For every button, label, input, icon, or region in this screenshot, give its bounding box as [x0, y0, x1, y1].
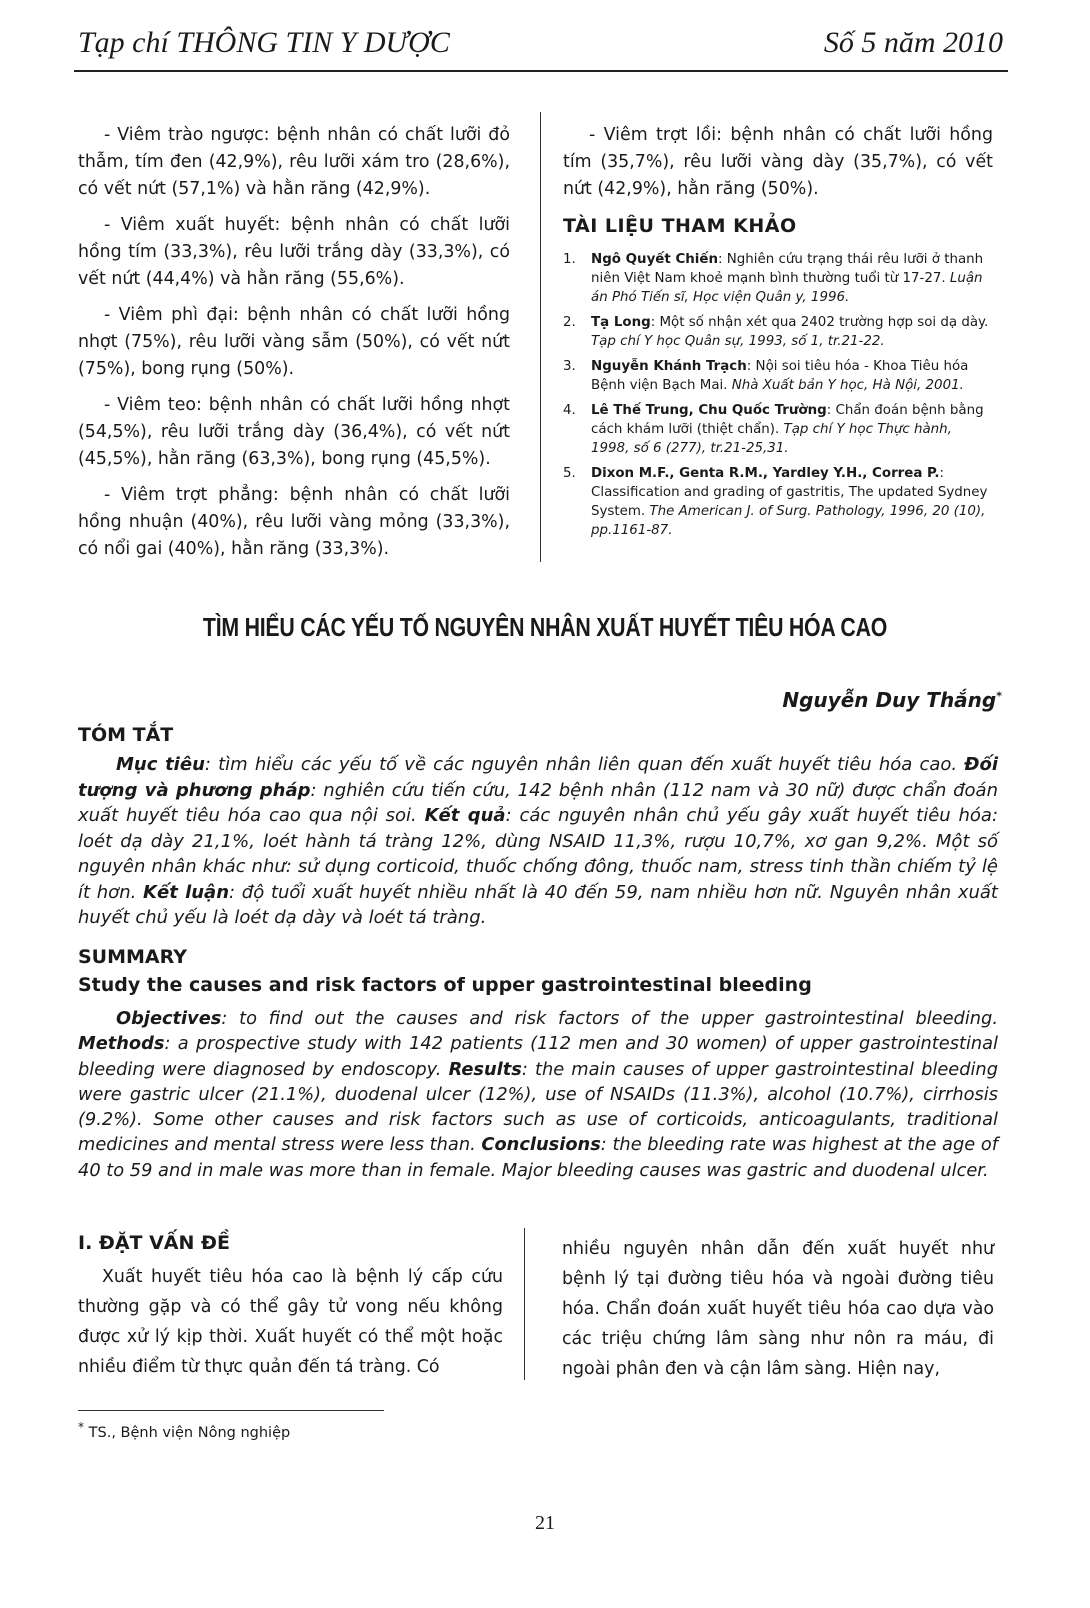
author-footnote-mark: * — [996, 689, 1002, 703]
abstract-vi-heading: TÓM TẮT — [78, 724, 174, 746]
abstract-text: : nghiên cứu tiến cứu, 142 bệnh nhân (112 nam và 30 nữ) được chẩn đoán xuất huyết tiêu hóa cao qua nội soi. — [78, 779, 998, 826]
footnote — [78, 1420, 290, 1441]
reference-text: : Một số nhận xét qua 2402 trường hợp soi dạ dày. — [650, 315, 989, 330]
reference-source: Tạp chí Y học Thực hành, 1998, số 6 (277), tr.21-25,31. — [591, 422, 952, 456]
abstract-label: Kết luận — [143, 881, 230, 903]
abstract-text: : độ tuổi xuất huyết nhiều nhất là 40 đến 59, nam nhiều hơn nữ. Nguyên nhân xuất huyết chủ yếu là loét dạ dày và loét tá tràng. — [78, 881, 998, 928]
reference-item — [563, 357, 993, 395]
reference-source: The American J. of Surg. Pathology, 1996, 20 (10), pp.1161-87. — [591, 504, 986, 538]
page-header — [78, 22, 1003, 62]
reference-item — [563, 313, 993, 351]
reference-author: Dixon M.F., Genta R.M., Yardley Y.H., Correa P. — [591, 466, 940, 481]
paragraph: nhiều nguyên nhân dẫn đến xuất huyết như bệnh lý tại đường tiêu hóa và ngoài đường tiêu hóa. Chẩn đoán xuất huyết tiêu hóa cao dựa vào các triệu chứng lâm sàng như nôn ra máu, đi ngoài phân đen và cận lâm sàng. Hiện nay, — [562, 1239, 994, 1379]
reference-source: Tạp chí Y học Quân sự, 1993, số 1, tr.21-22. — [591, 334, 885, 349]
author-name: Nguyễn Duy Thắng — [782, 688, 997, 712]
abstract-text: : a prospective study with 142 patients (112 men and 30 women) of upper gastrointestinal bleeding were diagnosed by endoscopy. — [78, 1033, 998, 1080]
abstract-label: Methods — [78, 1033, 165, 1055]
footnote-mark: * — [78, 1420, 85, 1434]
abstract-vi — [78, 752, 998, 931]
reference-text: : Nội soi tiêu hóa - Khoa Tiêu hóa Bệnh viện Bạch Mai. — [591, 359, 969, 393]
abstract-label: Đối tượng và phương pháp — [78, 754, 998, 801]
header-rule — [74, 70, 1008, 72]
section-1-heading: I. ĐẶT VẤN ĐỀ — [78, 1232, 230, 1254]
article-author — [782, 688, 1002, 712]
paragraph: - Viêm phì đại: bệnh nhân có chất lưỡi hồng nhợt (75%), rêu lưỡi vàng sẫm (50%), có vết nứt (75%), bong rụng (50%). — [78, 305, 510, 379]
reference-item — [563, 250, 993, 307]
abstract-text: : các nguyên nhân chủ yếu gây xuất huyết tiêu hóa: loét dạ dày 21,1%, loét hành tá tràng 12%, dùng NSAID 11,3%, rượu 10,7%, xơ gan 9,2%. Một số nguyên nhân khác như: sử dụng corticoid, thuốc chống đông, thuốc nam, stress tinh thần chiếm tỷ lệ ít hơn. — [78, 805, 999, 903]
paragraph: - Viêm xuất huyết: bệnh nhân có chất lưỡi hồng tím (33,3%), rêu lưỡi trắng dày (33,3%), có vết nứt (44,4%) và hằn răng (55,6%). — [78, 215, 510, 289]
reference-author: Ngô Quyết Chiến — [591, 252, 719, 267]
abstract-text: : to find out the causes and risk factors of the upper gastrointestinal bleeding. — [221, 1008, 998, 1029]
abstract-text: : the main causes of upper gastrointestinal bleeding were gastric ulcer (21.1%), duodenal ulcer (12%), use of NSAIDs (11.3%), alcohol (10.7%), cirrhosis (9.2%). Some other causes and risk factors such as use of corticoids, anticoagulants, traditional medicines and mental stress were less than. — [78, 1058, 998, 1156]
reference-text: : Nghiên cứu trạng thái rêu lưỡi ở thanh niên Việt Nam khoẻ mạnh bình thường tuổi từ 17-27. — [591, 252, 984, 286]
reference-number: 5. — [563, 466, 576, 481]
abstract-en-title: Study the causes and risk factors of upper gastrointestinal bleeding — [78, 974, 812, 996]
abstract-text: : tìm hiểu các yếu tố về các nguyên nhân liên quan đến xuất huyết tiêu hóa cao. — [204, 754, 965, 775]
reference-text: : Classification and grading of gastritis, The updated Sydney System. — [591, 466, 988, 519]
abstract-en-heading: SUMMARY — [78, 946, 187, 968]
abstract-label: Objectives — [116, 1008, 222, 1029]
paragraph: - Viêm teo: bệnh nhân có chất lưỡi hồng nhợt (54,5%), rêu lưỡi trắng dày (36,4%), có vết nứt (45,5%), hằn răng (63,3%), bong rụng (45,5%). — [78, 395, 510, 469]
reference-source: Luận án Phó Tiến sĩ, Học viện Quân y, 1996. — [591, 271, 983, 305]
reference-list — [563, 250, 993, 540]
references-heading: TÀI LIỆU THAM KHẢO — [563, 215, 797, 237]
paragraph: - Viêm trào ngược: bệnh nhân có chất lưỡi đỏ thẫm, tím đen (42,9%), rêu lưỡi xám tro (28,6%), có vết nứt (57,1%) và hằn răng (42,9%). — [78, 125, 510, 199]
issue-label: Số 5 năm 2010 — [823, 26, 1003, 59]
journal-title: Tạp chí THÔNG TIN Y DƯỢC — [78, 26, 450, 59]
abstract-label: Conclusions — [481, 1134, 601, 1156]
section-1-column-1 — [78, 1262, 503, 1382]
reference-text: : Chẩn đoán bệnh bằng cách khám lưỡi (thiệt chẩn). — [591, 403, 984, 437]
section-1-column-2 — [562, 1234, 994, 1384]
paragraph: - Viêm trợt lồi: bệnh nhân có chất lưỡi hồng tím (35,7%), rêu lưỡi vàng dày (35,7%), có vết nứt (42,9%), hằn răng (50%). — [563, 125, 993, 199]
reference-item — [563, 401, 993, 458]
abstract-label: Kết quả — [424, 805, 506, 826]
page-number: 21 — [535, 1512, 555, 1534]
prev-article-column-2 — [563, 122, 993, 546]
abstract-en — [78, 1006, 998, 1183]
abstract-label: Results — [448, 1058, 522, 1080]
footnote-rule — [78, 1410, 384, 1411]
reference-source: Nhà Xuất bản Y học, Hà Nội, 2001. — [731, 378, 964, 393]
abstract-text: : the bleeding rate was highest at the age of 40 to 59 and in male was more than in female. Major bleeding causes was gastric and duodenal ulcer. — [78, 1134, 998, 1181]
reference-number: 3. — [563, 359, 576, 374]
reference-number: 2. — [563, 315, 576, 330]
reference-number: 4. — [563, 403, 576, 418]
footnote-text: TS., Bệnh viện Nông nghiệp — [88, 1424, 291, 1441]
paragraph: Xuất huyết tiêu hóa cao là bệnh lý cấp cứu thường gặp và có thể gây tử vong nếu không được xử lý kịp thời. Xuất huyết có thể một hoặc nhiều điểm từ thực quản đến tá tràng. Có — [78, 1267, 503, 1377]
abstract-label: Mục tiêu — [116, 754, 205, 775]
column-divider — [540, 112, 541, 562]
paragraph: - Viêm trợt phẳng: bệnh nhân có chất lưỡi hồng nhuận (40%), rêu lưỡi vàng mỏng (33,3%), có nổi gai (40%), hằn răng (33,3%). — [78, 485, 510, 559]
article-title: TÌM HIỂU CÁC YẾU TỐ NGUYÊN NHÂN XUẤT HUYẾT TIÊU HÓA CAO — [202, 612, 888, 642]
reference-author: Lê Thế Trung, Chu Quốc Trường — [591, 403, 827, 418]
reference-author: Nguyễn Khánh Trạch — [591, 359, 747, 374]
prev-article-column-1 — [78, 122, 510, 572]
reference-number: 1. — [563, 252, 576, 267]
column-divider — [524, 1228, 525, 1380]
reference-author: Tạ Long — [591, 315, 651, 330]
reference-item — [563, 464, 993, 540]
